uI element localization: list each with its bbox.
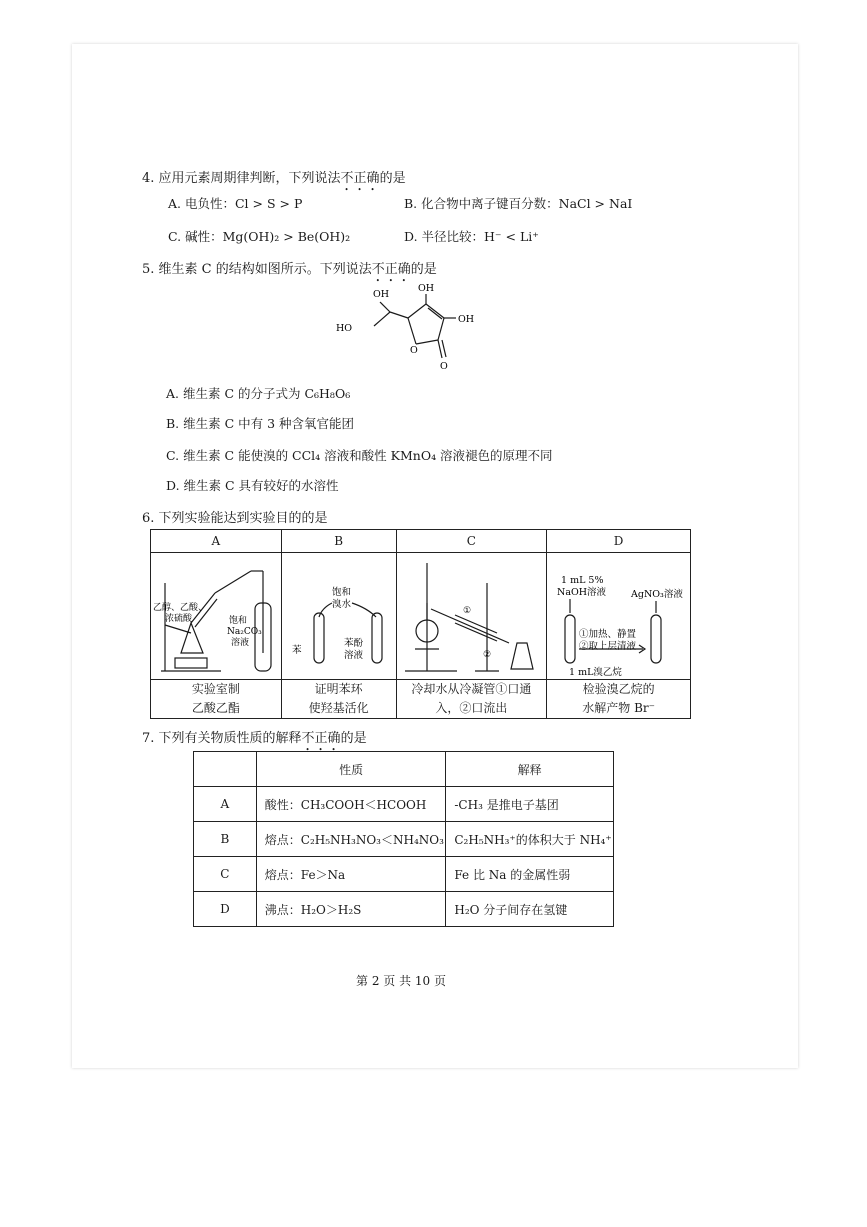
q4-option-a: A. 电负性：Cl > S > P [168,196,303,211]
q6-header-d: D [547,530,691,553]
q5-option-c: C. 维生素 C 能使溴的 CCl₄ 溶液和酸性 KMnO₄ 溶液褪色的原理不同 [166,448,553,463]
q6-stem: 6. 下列实验能达到实验目的的是 [142,511,328,526]
q6-apparatus-c [396,553,547,680]
q7-stem: 7. 下列有关物质性质的解释不正确的是 [142,731,367,746]
q5-option-a: A. 维生素 C 的分子式为 C₆H₈O₆ [166,386,351,401]
q4-option-d: D. 半径比较：H⁻ < Li⁺ [404,229,539,244]
struct-oh-1: OH [373,289,390,300]
struct-oh-3: OH [458,314,475,325]
q6-header-c: C [396,530,547,553]
svg-text:溶液: 溶液 [343,650,363,661]
table-row: A 酸性：CH₃COOH＜HCOOH -CH₃ 是推电子基团 [194,787,614,822]
q7-col-expl: 解释 [446,752,614,787]
q6-caption-b: 证明苯环 使羟基活化 [281,680,396,719]
svg-text:AgNO₃溶液: AgNO₃溶液 [631,589,684,600]
q4-option-b: B. 化合物中离子键百分数：NaCl > NaI [404,196,633,211]
q7-property-table [193,751,614,927]
svg-text:NaOH溶液: NaOH溶液 [557,587,607,598]
q6-header-a: A [151,530,282,553]
svg-text:②: ② [482,650,491,660]
table-row: C 熔点：Fe＞Na Fe 比 Na 的金属性弱 [194,857,614,892]
q4-option-c: C. 碱性：Mg(OH)₂ > Be(OH)₂ [168,229,351,244]
struct-ring-o: O [410,345,418,356]
q6-apparatus-a [151,553,282,680]
svg-text:1 mL溴乙烷: 1 mL溴乙烷 [569,667,623,678]
q7-col-prop: 性质 [256,752,446,787]
q5-option-d: D. 维生素 C 具有较好的水溶性 [166,478,339,493]
svg-text:①: ① [462,606,471,616]
struct-carbonyl-o: O [440,361,448,372]
svg-text:苯酚: 苯酚 [343,638,363,649]
table-row: D 沸点：H₂O＞H₂S H₂O 分子间存在氢键 [194,892,614,927]
svg-text:浓硫酸: 浓硫酸 [165,614,193,624]
struct-oh-2: OH [418,283,435,294]
q6-apparatus-b [281,553,396,680]
q6-caption-d: 检验溴乙烷的 水解产物 Br⁻ [547,680,691,719]
q4-stem: 4. 应用元素周期律判断，下列说法不正确的是 [142,171,406,186]
q5-option-b: B. 维生素 C 中有 3 种含氧官能团 [166,416,355,431]
q6-header-b: B [281,530,396,553]
q5-stem: 5. 维生素 C 的结构如图所示。下列说法不正确的是 [142,262,437,277]
q6-caption-c: 冷却水从冷凝管①口通 入，②口流出 [396,680,547,719]
svg-text:乙醇、乙酸、: 乙醇、乙酸、 [153,603,208,613]
svg-text:苯: 苯 [291,645,302,656]
svg-text:②取上层清液: ②取上层清液 [579,641,637,652]
svg-text:饱和: 饱和 [229,616,248,626]
svg-text:Na₂CO₃: Na₂CO₃ [227,627,262,637]
svg-text:饱和: 饱和 [331,587,351,598]
svg-text:①加热、静置: ①加热、静置 [579,629,637,640]
page-footer: 第 2 页 共 10 页 [356,974,446,988]
svg-text:溴水: 溴水 [331,599,351,610]
svg-text:1 mL 5%: 1 mL 5% [561,575,604,586]
struct-ho: HO [336,323,353,334]
table-row: B 熔点：C₂H₅NH₃NO₃＜NH₄NO₃ C₂H₅NH₃⁺的体积大于 NH₄⁺ [194,822,614,857]
vitamin-c-structure [330,280,480,375]
q6-experiment-table [150,529,691,719]
q6-apparatus-d [547,553,691,680]
q6-caption-a: 实验室制 乙酸乙酯 [151,680,282,719]
svg-text:溶液: 溶液 [231,638,250,648]
